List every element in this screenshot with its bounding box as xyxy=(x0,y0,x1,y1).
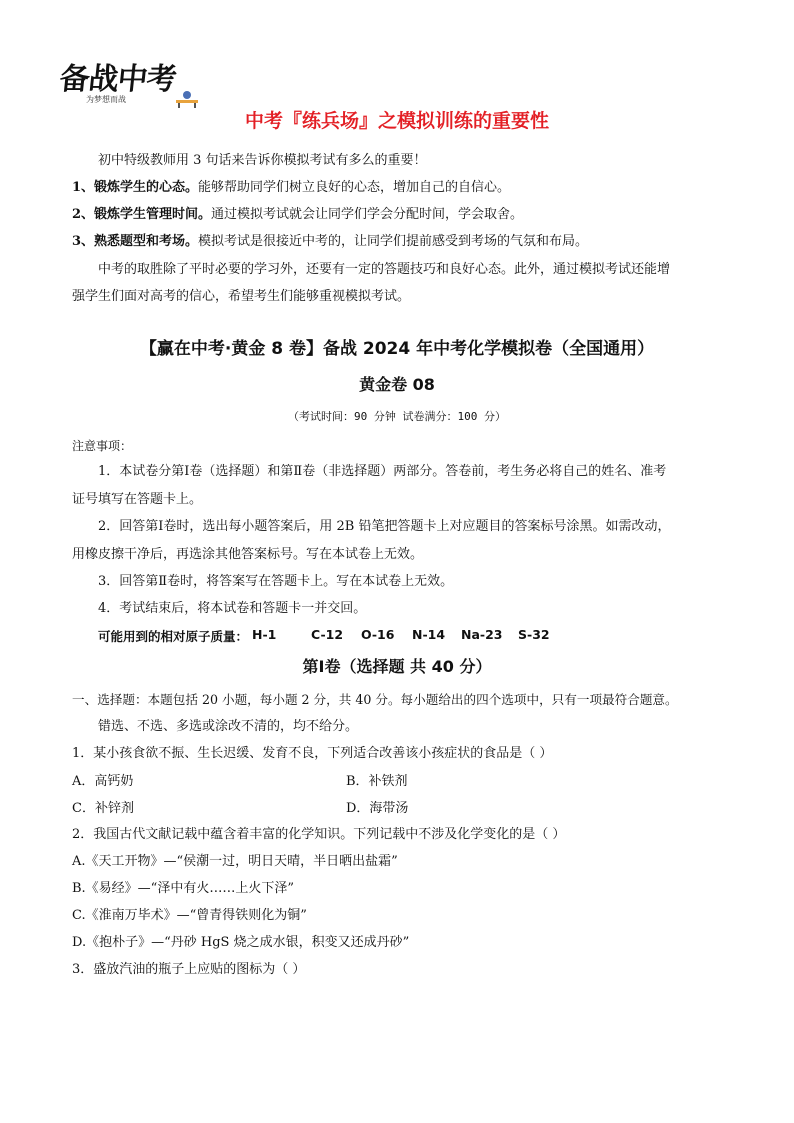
page-title: 中考『练兵场』之模拟训练的重要性 xyxy=(244,110,549,132)
question-1-stem: 1．某小孩食欲不振、生长迟缓、发育不良，下列适合改善该小孩症状的食品是（ ） xyxy=(72,746,553,761)
intro-closing-line1: 中考的取胜除了平时必要的学习外，还要有一定的答题技巧和良好心态。此外，通过模拟考试还能增 xyxy=(98,262,671,277)
question-3-stem: 3．盛放汽油的瓶子上应贴的图标为（ ） xyxy=(72,962,306,977)
question-1-option-b: B．补铁剂 xyxy=(346,774,408,789)
notes-item-1-line2: 证号填写在答题卡上。 xyxy=(72,492,203,507)
question-2-option-a: A.《天工开物》—“侯潮一过，明日天晴，半日晒出盐霜” xyxy=(72,854,398,869)
question-1-option-d: D．海带汤 xyxy=(346,801,409,816)
logo xyxy=(56,50,216,114)
intro-point-3: 3、熟悉题型和考场。模拟考试是很接近中考的，让同学们提前感受到考场的气氛和布局。 xyxy=(72,234,589,249)
atom-s: S-32 xyxy=(518,627,550,642)
question-2-option-c: C.《淮南万毕术》—“曾青得铁则化为铜” xyxy=(72,908,307,923)
intro-closing-line2: 强学生们面对高考的信心，希望考生们能够重视模拟考试。 xyxy=(72,289,411,304)
notes-item-4: 4．考试结束后，将本试卷和答题卡一并交回。 xyxy=(98,601,367,616)
exam-info: （考试时间：90 分钟 试卷满分：100 分） xyxy=(288,410,506,423)
notes-heading: 注意事项： xyxy=(72,439,133,453)
question-2-stem: 2．我国古代文献记载中蕴含着丰富的化学知识。下列记载中不涉及化学变化的是（ ） xyxy=(72,827,566,842)
logo-text: 备战中考 xyxy=(57,62,178,97)
atom-c: C-12 xyxy=(311,627,344,642)
section-instruction-line2: 错选、不选、多选或涂改不清的，均不给分。 xyxy=(98,719,359,734)
exam-title: 【赢在中考·黄金 8 卷】备战 2024 年中考化学模拟卷（全国通用） xyxy=(139,339,655,359)
atomic-mass-line xyxy=(98,627,248,645)
notes-item-3: 3．回答第Ⅱ卷时，将答案写在答题卡上。写在本试卷上无效。 xyxy=(98,574,454,589)
notes-item-1-line1: 1．本试卷分第Ⅰ卷（选择题）和第Ⅱ卷（非选择题）两部分。答卷前，考生务必将自己的姓名、准考 xyxy=(98,464,667,479)
atom-o: O-16 xyxy=(361,627,395,642)
question-1-option-c: C．补锌剂 xyxy=(72,801,134,816)
intro-point-1: 1、锻炼学生的心态。能够帮助同学们树立良好的心态，增加自己的自信心。 xyxy=(72,180,511,195)
logo-subtitle: 为梦想而战 xyxy=(86,95,126,104)
atom-h: H-1 xyxy=(252,627,277,642)
intro-point-2: 2、锻炼学生管理时间。通过模拟考试就会让同学们学会分配时间，学会取舍。 xyxy=(72,207,524,222)
atomic-mass-label: 可能用到的相对原子质量： xyxy=(98,629,249,644)
atom-na: Na-23 xyxy=(461,627,503,642)
notes-item-2-line2: 用橡皮擦干净后，再选涂其他答案标号。写在本试卷上无效。 xyxy=(72,547,424,562)
section-instruction-line1: 一、选择题：本题包括 20 小题，每小题 2 分，共 40 分。每小题给出的四个选项中，只有一项最符合题意。 xyxy=(72,692,678,707)
question-1-option-a: A．高钙奶 xyxy=(72,774,134,789)
exam-subtitle: 黄金卷 08 xyxy=(359,375,435,394)
notes-item-2-line1: 2．回答第Ⅰ卷时，选出每小题答案后，用 2B 铅笔把答题卡上对应题目的答案标号涂黑。如需改动， xyxy=(98,519,671,534)
question-2-option-d: D.《抱朴子》—“丹砂 HgS 烧之成水银，积变又还成丹砂” xyxy=(72,935,410,950)
intro-lead: 初中特级教师用 3 句话来告诉你模拟考试有多么的重要！ xyxy=(98,153,427,168)
section-title: 第Ⅰ卷（选择题 共 40 分） xyxy=(302,657,492,676)
question-2-option-b: B.《易经》—“泽中有火……上火下泽” xyxy=(72,881,294,896)
atom-n: N-14 xyxy=(412,627,446,642)
